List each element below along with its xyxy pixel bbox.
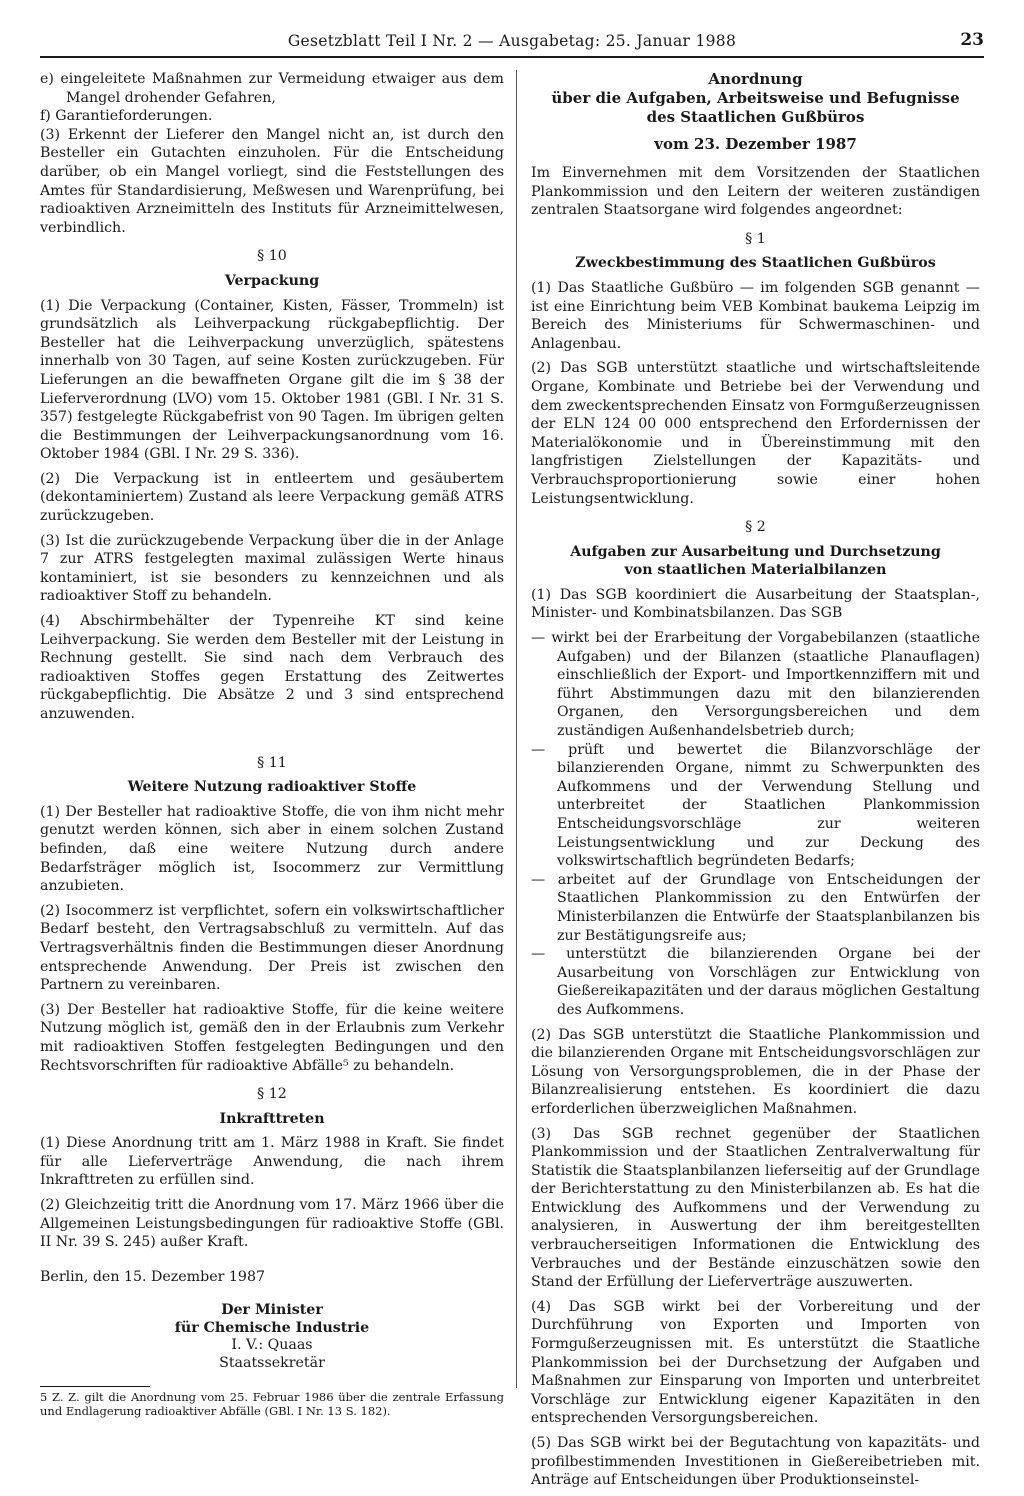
title-date: vom 23. Dezember 1987 [654, 135, 857, 153]
section-1-title: Zweckbestimmung des Staatlichen Gußbüros [575, 255, 936, 272]
signature-role: Staatssekretär [219, 1354, 325, 1371]
section-11-number: § 11 [257, 754, 287, 771]
section-2-number: § 2 [745, 519, 766, 536]
right-column [531, 70, 980, 1496]
section-2-paragraph-2: (2) Das SGB unterstützt die Staatliche Plankommission und die bilanzierenden Organe mit Entscheidungsvorschlägen zur Lösung von Versorgungsproblemen, die in der Phase der Bilanzrealisierung entstehen. Es koordiniert die dazu erforderlichen überzweiglichen Maßnahmen. [531, 1026, 980, 1117]
section-2-title-line-1: Aufgaben zur Ausarbeitung und Durchsetzung [570, 543, 941, 560]
list-item-e: e) eingeleitete Maßnahmen zur Vermeidung etwaiger aus dem Mangel drohender Gefahren, [40, 71, 504, 106]
title-line-2: über die Aufgaben, Arbeitsweise und Befugnisse [551, 89, 960, 107]
section-1-paragraph-2: (2) Das SGB unterstützt staatliche und wirtschaftsleitende Organe, Kombinate und Betriebe bei der Verwendung und dem zweckentsprechenden Einsatz von Formgußerzeugnissen der ELN 124 00 000 entsprechend den Erfordernissen der Materialökonomie und in Übereinstimmung mit den langfristigen Zielstellungen der Kapazitäts- und Verbrauchsproportionierung sowie einer hohen Leistungsentwicklung. [531, 360, 980, 507]
column-divider [516, 70, 517, 1388]
section-2-paragraph-3: (3) Das SGB rechnet gegenüber der Staatlichen Plankommission und der Staatlichen Zentralverwaltung für Statistik die Staatsplanbilanzen lieferseitig auf der Grundlage der Berichterstattung zu den Ministerbilanzen ab. Es hat die Entwicklung des Aufkommens und der Verwendung zu analysieren, in Auswertung der ihm bereitgestellten verbraucherseitigen Informationen die Entwicklung des Verbrauches und der Bestände einzuschätzen sowie den Stand der Erfüllung der Lieferverträge auszuwerten. [531, 1125, 980, 1291]
dash-item-2: — prüft und bewertet die Bilanzvorschläge der bilanzierenden Organe, nimmt zu Schwerpunkten des Aufkommens und der Verwendung Stellung und unterbreitet der Staatlichen Plankommission Entscheidungsvorschläge zur weiteren Leistungsentwicklung und zur Deckung des volkswirtschaftlich begründeten Bedarfs; [531, 741, 980, 870]
section-12-title: Inkrafttreten [219, 1110, 325, 1127]
left-column [40, 70, 504, 1418]
signature-block [40, 1302, 504, 1372]
section-10-title: Verpackung [224, 272, 320, 289]
section-10-number: § 10 [257, 248, 287, 265]
intro-paragraph: Im Einvernehmen mit dem Vorsitzenden der Staatlichen Plankommission und den Leitern der weiteren zuständigen zentralen Staatsorgane wird folgendes angeordnet: [531, 165, 980, 219]
section-2-paragraph-5: (5) Das SGB wirkt bei der Begutachtung von kapazitäts- und profilbestimmenden Investitionen in Gießereibetrieben mit. Anträge auf Entscheidungen über Produktionseinstel- [531, 1435, 980, 1489]
section-11-paragraph-1: (1) Der Besteller hat radioaktive Stoffe, die von ihm nicht mehr genutzt werden können, sich aber in einem solchen Zustand befinden, daß eine weitere Nutzung durch andere Bedarfsträger möglich ist, Isocommerz zur Vermittlung anzubieten. [40, 803, 504, 895]
document-title [531, 70, 980, 154]
section-12-paragraph-2: (2) Gleichzeitig tritt die Anordnung vom 17. März 1966 über die Allgemeinen Leistungsbedingungen für radioaktive Stoffe (GBl. II Nr. 39 S. 245) außer Kraft. [40, 1197, 504, 1251]
title-line-1: Anordnung [708, 70, 803, 88]
section-2-title [531, 543, 980, 580]
section-10-paragraph-1: (1) Die Verpackung (Container, Kisten, Fässer, Trommeln) ist grundsätzlich als Leihverpackung rückgabepflichtig. Der Besteller hat die Leihverpackung unverzüglich, spätestens innerhalb von 30 Tagen, auf seine Kosten zurückzugeben. Für Lieferungen an die bewaffneten Organe gilt die im § 38 der Lieferverordnung (LVO) vom 15. Oktober 1981 (GBl. I Nr. 31 S. 357) festgelegte Rückgabefrist von 90 Tagen. Im übrigen gelten die Bestimmungen der Leihverpackungsanordnung vom 16. Oktober 1984 (GBl. I Nr. 29 S. 336). [40, 297, 504, 463]
section-12-paragraph-1: (1) Diese Anordnung tritt am 1. März 1988 in Kraft. Sie findet für alle Lieferverträge Anwendung, die nach ihrem Inkrafttreten zu erfüllen sind. [40, 1135, 504, 1189]
footnote-5: 5 Z. Z. gilt die Anordnung vom 25. Februar 1986 über die zentrale Erfassung und Endlagerung radioaktiver Abfälle (GBl. I Nr. 13 S. 182). [40, 1390, 504, 1419]
paragraph-3: (3) Erkennt der Lieferer den Mangel nicht an, ist durch den Besteller ein Gutachten einzuholen. Für die Entscheidung darüber, ob ein Mangel vorliegt, sind die Feststellungen des Amtes für Standardisierung, Meßwesen und Warenprüfung, bei radioaktiven Arzneimitteln des Instituts für Arzneimittelwesen, verbindlich. [40, 126, 504, 236]
section-10-paragraph-2: (2) Die Verpackung ist in entleertem und gesäubertem (dekontaminiertem) Zustand als leere Verpackung gemäß ATRS zurückzugeben. [40, 470, 504, 525]
page-number: 23 [960, 30, 984, 50]
dash-item-1: — wirkt bei der Erarbeitung der Vorgabebilanzen (staatliche Aufgaben) und der Bilanzen (staatliche Planauflagen) einschließlich der Export- und Importkennziffern mit und führt Abstimmungen dazu mit den bilanzierenden Organen, den Versorgungsbereichen und dem zuständigen Außenhandelsbetrieb durch; [531, 630, 980, 740]
title-line-3: des Staatlichen Gußbüros [646, 108, 865, 126]
section-2-paragraph-4: (4) Das SGB wirkt bei der Vorbereitung und der Durchführung von Exporten und Importen von Formgußerzeugnissen mit. Es unterstützt die Staatliche Plankommission bei der Durchsetzung der Aufgaben und Maßnahmen zur Einsparung von Importen und unterbreitet Vorschläge zur Entwicklung eigener Kapazitäten in den entsprechenden Versorgungsbereichen. [531, 1298, 980, 1427]
dash-item-3: — arbeitet auf der Grundlage von Entscheidungen der Staatlichen Plankommission zu den Entwürfen der Ministerbilanzen die Entwürfe der Staatsplanbilanzen bis zur Bestätigungsreife aus; [531, 871, 980, 944]
signature-ministry: für Chemische Industrie [174, 1319, 370, 1336]
section-2-paragraph-1: (1) Das SGB koordiniert die Ausarbeitung der Staatsplan-, Minister- und Kombinatsbilanzen. Das SGB [531, 586, 980, 622]
section-11-paragraph-3: (3) Der Besteller hat radioaktive Stoffe, für die keine weitere Nutzung möglich ist, gemäß den in der Erlaubnis zum Verkehr mit radioaktiven Stoffen festgelegten Bedingungen und den Rechtsvorschriften für radioaktive Abfälle⁵ zu behandeln. [40, 1001, 504, 1074]
dash-item-4: — unterstützt die bilanzierenden Organe bei der Ausarbeitung von Vorschlägen zur Entwicklung von Gießereikapazitäten und der daraus möglichen Gestaltung des Aufkommens. [531, 946, 980, 1018]
section-11-title: Weitere Nutzung radioaktiver Stoffe [127, 779, 417, 796]
page-header [40, 30, 984, 58]
footnote-divider [40, 1386, 150, 1387]
section-11-paragraph-2: (2) Isocommerz ist verpflichtet, sofern ein volkswirtschaftlicher Bedarf besteht, den Vertragsabschluß zu vermitteln. Auf das Vertragsverhältnis finden die Bestimmungen dieser Anordnung entsprechende Anwendung. Der Preis ist zwischen den Partnern zu vereinbaren. [40, 902, 504, 994]
section-12-number: § 12 [257, 1086, 287, 1103]
list-item-f: f) Garantieforderungen. [40, 108, 213, 125]
signature-title: Der Minister [221, 1302, 323, 1319]
section-10-paragraph-4: (4) Abschirmbehälter der Typenreihe KT sind keine Leihverpackung. Sie werden dem Besteller mit der Leistung in Rechnung gestellt. Sie sind nach dem Verbrauch des radioaktiven Stoffes gegen Erstattung des Zeitwertes rückgabepflichtig. Die Absätze 2 und 3 sind entsprechend anzuwenden. [40, 613, 504, 722]
section-1-paragraph-1: (1) Das Staatliche Gußbüro — im folgenden SGB genannt — ist eine Einrichtung beim VEB Kombinat baukema Leipzig im Bereich des Ministeriums für Schwermaschinen- und Anlagenbau. [531, 279, 980, 352]
place-date: Berlin, den 15. Dezember 1987 [40, 1268, 266, 1285]
section-1-number: § 1 [745, 230, 766, 247]
signature-name: I. V.: Quaas [231, 1337, 313, 1354]
section-2-title-line-2: von staatlichen Materialbilanzen [624, 562, 887, 579]
section-10-paragraph-3: (3) Ist die zurückzugebende Verpackung über die in der Anlage 7 zur ATRS festgelegten maximal zulässigen Werte hinaus kontaminiert, ist sie besonders zu kennzeichnen und als radioaktiver Stoff zu behandeln. [40, 532, 504, 605]
header-title: Gesetzblatt Teil I Nr. 2 — Ausgabetag: 25. Januar 1988 [287, 32, 737, 50]
